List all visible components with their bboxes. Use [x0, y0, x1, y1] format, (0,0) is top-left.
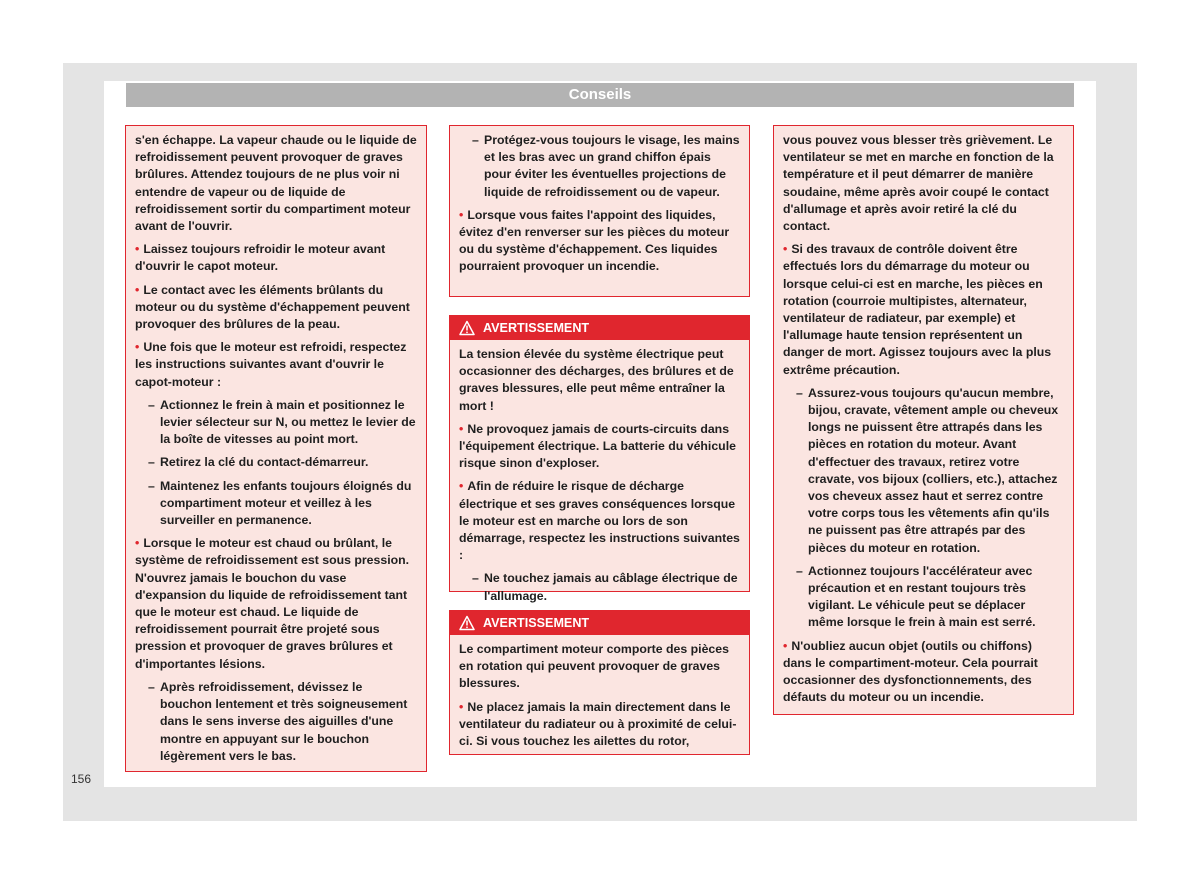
- bullet-paragraph: • Ne provoquez jamais de courts-circuits dans l'équipement électrique. La batterie du véhicule risque sinon d'exploser.: [459, 421, 740, 473]
- dash-list-item: [783, 385, 1064, 557]
- bullet-paragraph: • Si des travaux de contrôle doivent être effectués lors du démarrage du moteur ou lorsque celui-ci est en marche, les pièces en rotation (courroie multipistes, alternateur, ventilateur de radiateur, par exemple) et l'allumage haute tension représentent un danger de mort. Agissez toujours avec la plus extrême précaution.: [783, 241, 1064, 379]
- dash-marker: –: [796, 385, 803, 400]
- dash-item-text: Assurez-vous toujours qu'aucun membre, bijou, cravate, vêtement ample ou cheveux longs ne puissent être attrapés dans les pièces en rotation du moteur. Avant d'effectuer des travaux, retirez votre cravate, vos bijoux (colliers, etc.), attachez vos cheveux assez haut et serrez contre votre corps tous les vêtements afin qu'ils ne puissent pas être attrapés par des pièces du moteur en rotation.: [808, 385, 1059, 555]
- bullet-paragraph: • Le contact avec les éléments brûlants du moteur ou du système d'échappement peuvent provoquer des brûlures de la peau.: [135, 282, 417, 334]
- warning-header: [450, 611, 749, 635]
- paragraph: vous pouvez vous blesser très grièvement. Le ventilateur se met en marche en fonction de la température et il peut démarrer de manière soudaine, même après avoir coupé le contact d'allumage et après avoir retiré la clé du contact.: [783, 133, 1054, 234]
- paragraph: Le compartiment moteur comporte des pièces en rotation qui peuvent provoquer de graves blessures.: [459, 642, 729, 691]
- warning-box-rotating-parts: [449, 610, 750, 755]
- dash-item-text: Retirez la clé du contact-démarreur.: [160, 455, 369, 470]
- warning-box-continued: [773, 125, 1074, 715]
- paragraph: s'en échappe. La vapeur chaude ou le liquide de refroidissement peuvent provoquer de graves brûlures. Attendez toujours de ne plus voir ni entendre de vapeur ou de liquide de refroidissement sortir du compartiment moteur avant de l'ouvrir.: [135, 133, 417, 234]
- dash-list-item: [783, 563, 1064, 632]
- dash-marker: –: [148, 455, 155, 470]
- bullet-paragraph: • Une fois que le moteur est refroidi, respectez les instructions suivantes avant d'ouvrir le capot-moteur :: [135, 339, 417, 391]
- dash-marker: –: [148, 397, 155, 412]
- dash-list-item: [459, 570, 740, 604]
- dash-item-text: Ne touchez jamais au câblage électrique de l'allumage.: [484, 571, 738, 603]
- warning-box-electrical: [449, 315, 750, 603]
- dash-list-item: [135, 478, 417, 530]
- warning-title: AVERTISSEMENT: [483, 321, 590, 335]
- dash-item-text: Actionnez le frein à main et positionnez le levier sélecteur sur N, ou mettez le levier de la boîte de vitesses au point mort.: [160, 397, 416, 447]
- dash-list-item: [135, 679, 417, 765]
- dash-item-text: Protégez-vous toujours le visage, les mains et les bras avec un grand chiffon épais pour éviter les éventuelles projections de liquide de refroidissement ou de vapeur.: [484, 133, 740, 199]
- page-number: 156: [71, 772, 92, 786]
- dash-item-text: Actionnez toujours l'accélérateur avec précaution et en restant toujours très vigilant. Le véhicule peut se déplacer même lorsque le frein à main est serré.: [808, 563, 1036, 630]
- dash-marker: –: [472, 571, 479, 586]
- bullet-paragraph: • Afin de réduire le risque de décharge électrique et ses graves conséquences lorsque le moteur est en marche ou lors de son démarrage, respectez les instructions suivantes :: [459, 478, 740, 564]
- dash-list-item: [459, 132, 740, 201]
- warning-box-continued: [125, 125, 427, 772]
- bullet-paragraph: • Laissez toujours refroidir le moteur avant d'ouvrir le capot moteur.: [135, 241, 417, 275]
- dash-marker: –: [148, 478, 155, 493]
- paragraph: La tension élevée du système électrique peut occasionner des décharges, des brûlures et de graves blessures, elle peut même entraîner la mort !: [459, 347, 734, 413]
- bullet-paragraph: • Lorsque le moteur est chaud ou brûlant, le système de refroidissement est sous pression. N'ouvrez jamais le bouchon du vase d'expansion du liquide de refroidissement tant que le moteur est chaud. Le liquide de refroidissement pourrait être projeté sous pression et provoquer de graves brûlures et d'importantes lésions.: [135, 535, 417, 673]
- dash-marker: –: [796, 563, 803, 578]
- bullet-paragraph: • Lorsque vous faites l'appoint des liquides, évitez d'en renverser sur les pièces du moteur ou du système d'échappement. Ces liquides pourraient provoquer un incendie.: [459, 207, 740, 276]
- warning-triangle-icon: [459, 320, 475, 336]
- dash-item-text: Après refroidissement, dévissez le bouchon lentement et très soigneusement dans le sens inverse des aiguilles d'une montre en appuyant sur le bouchon légèrement vers le bas.: [160, 679, 408, 763]
- dash-item-text: Maintenez les enfants toujours éloignés du compartiment moteur et veillez à les surveiller en permanence.: [160, 478, 412, 528]
- warning-title: AVERTISSEMENT: [483, 616, 590, 630]
- section-title: Conseils: [568, 86, 632, 103]
- bullet-paragraph: • N'oubliez aucun objet (outils ou chiffons) dans le compartiment-moteur. Cela pourrait occasionner des dysfonctionnements, des défauts du moteur ou un incendie.: [783, 638, 1064, 707]
- warning-header: [450, 316, 749, 340]
- dash-list-item: [135, 454, 417, 471]
- section-header: [126, 83, 1074, 107]
- dash-list-item: [135, 397, 417, 449]
- warning-box-continued: [449, 125, 750, 297]
- warning-triangle-icon: [459, 615, 475, 631]
- dash-marker: –: [472, 133, 479, 147]
- warning-body: [459, 641, 740, 750]
- warning-body: [459, 346, 740, 605]
- bullet-paragraph: • Ne placez jamais la main directement dans le ventilateur du radiateur ou à proximité de celui-ci. Si vous touchez les ailettes du rotor,: [459, 699, 740, 751]
- dash-marker: –: [148, 679, 155, 694]
